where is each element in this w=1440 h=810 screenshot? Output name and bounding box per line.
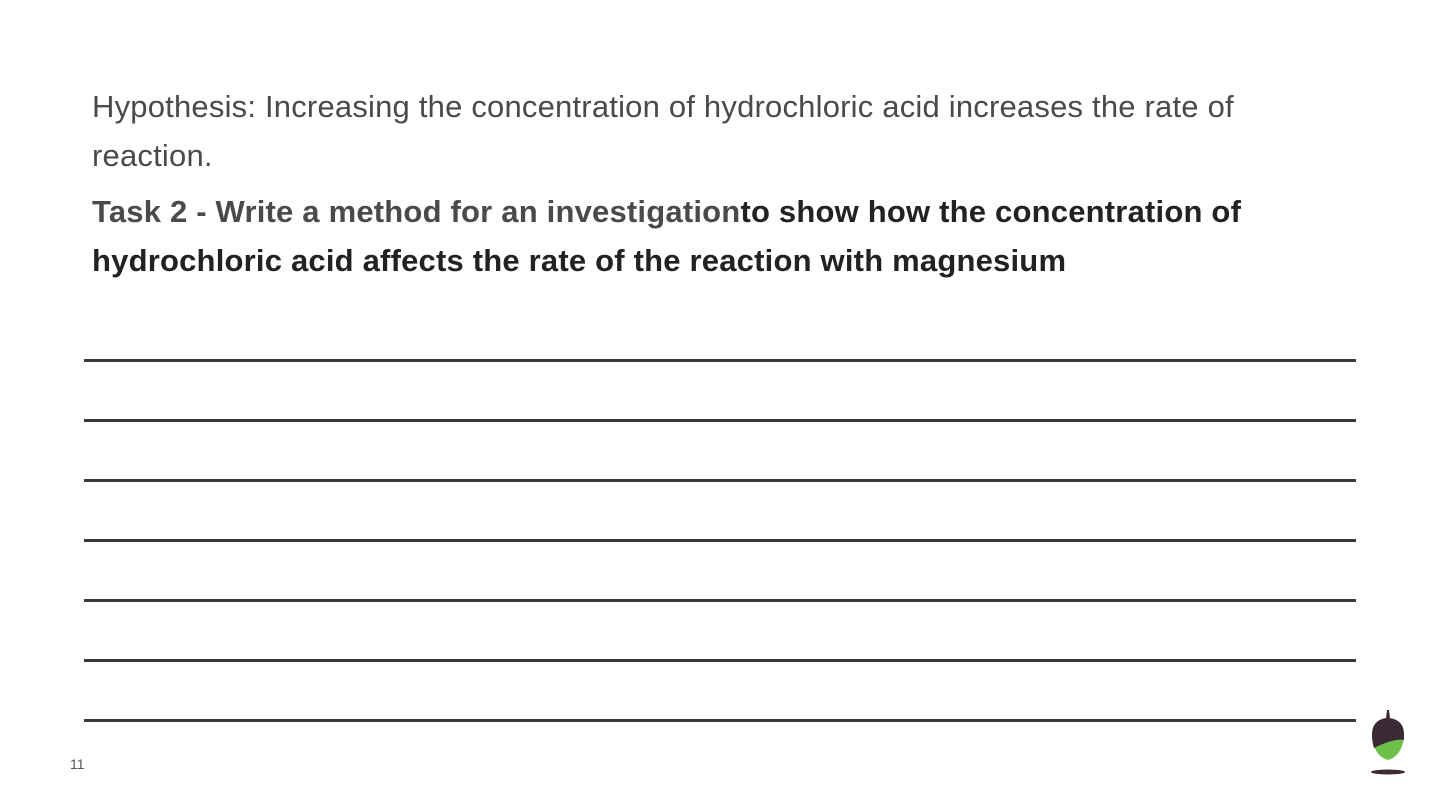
task-heading-rest: to show how the concentration of hydrochloric acid affects the rate of the reaction with magnesium: [92, 194, 1242, 278]
writing-line[interactable]: [84, 419, 1356, 422]
hypothesis-text: Hypothesis: Increasing the concentration of hydrochloric acid increases the rate of reaction.: [92, 89, 1234, 173]
task-heading-lead: Task 2 - Write a method for an investigation: [92, 194, 741, 229]
writing-line[interactable]: [84, 359, 1356, 362]
writing-lines: [84, 0, 1356, 810]
page-number: 11: [70, 756, 85, 772]
writing-line[interactable]: [84, 659, 1356, 662]
writing-line[interactable]: [84, 719, 1356, 722]
acorn-logo-icon: [1368, 708, 1408, 776]
writing-line[interactable]: [84, 539, 1356, 542]
writing-line[interactable]: [84, 599, 1356, 602]
writing-line[interactable]: [84, 479, 1356, 482]
